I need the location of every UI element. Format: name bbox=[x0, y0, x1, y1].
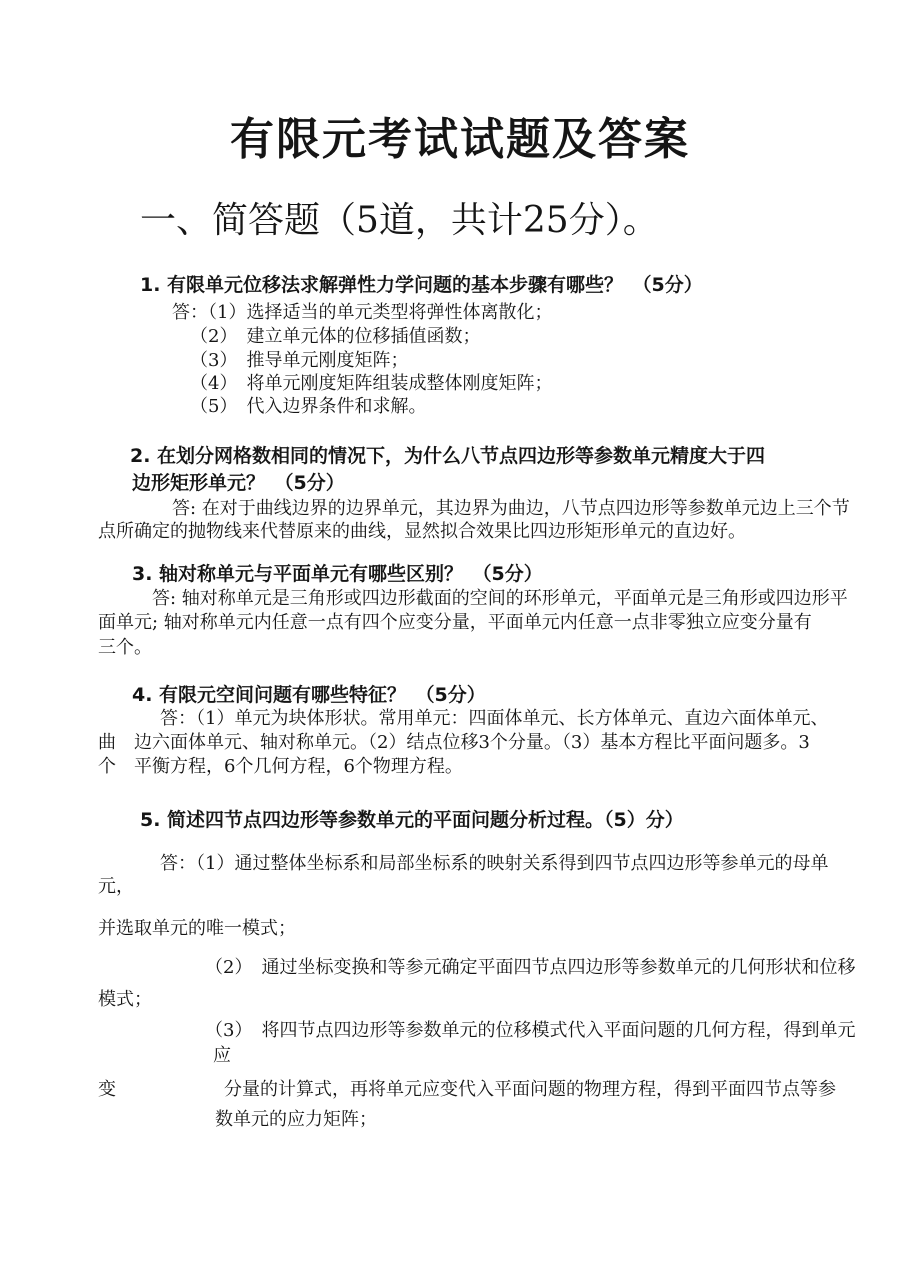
answer-line: 模式； bbox=[98, 989, 152, 1010]
answer-line: （3） 推导单元刚度矩阵； bbox=[190, 350, 409, 371]
answer-line: 点所确定的抛物线来代替原来的曲线，显然拟合效果比四边形矩形单元的直边好。 bbox=[98, 521, 746, 542]
document-title: 有限元考试试题及答案 bbox=[230, 114, 690, 165]
question-5-heading: 5. 简述四节点四边形等参数单元的平面问题分析过程。（5）分） bbox=[140, 809, 684, 831]
question-2-heading-line2: 边形矩形单元？ （5分） bbox=[132, 472, 345, 494]
answer-line: 面单元; 轴对称单元内任意一点有四个应变分量，平面单元内任意一点非零独立应变分量有 bbox=[98, 612, 812, 633]
answer-line: 三个。 bbox=[98, 637, 152, 658]
answer-line: 数单元的应力矩阵； bbox=[215, 1109, 377, 1130]
answer-line: 曲 边六面体单元、轴对称单元。（2）结点位移3个分量。（3）基本方程比平面问题多。3 bbox=[98, 732, 810, 753]
answer-line: 元， bbox=[98, 876, 134, 897]
question-3-heading: 3. 轴对称单元与平面单元有哪些区别？ （5分） bbox=[132, 563, 543, 585]
answer-line: 变 分量的计算式，再将单元应变代入平面问题的物理方程，得到平面四节点等参 bbox=[98, 1079, 836, 1100]
section-heading: 一、简答题（5道，共计25分）。 bbox=[140, 200, 659, 241]
question-2-heading: 2. 在划分网格数相同的情况下，为什么八节点四边形等参数单元精度大于四 bbox=[130, 445, 766, 467]
question-4-heading: 4. 有限元空间问题有哪些特征？ （5分） bbox=[132, 684, 486, 706]
answer-line: 个 平衡方程，6个几何方程，6个物理方程。 bbox=[98, 756, 463, 777]
answer-line: 答：（1）通过整体坐标系和局部坐标系的映射关系得到四节点四边形等参单元的母单 bbox=[160, 853, 829, 874]
answer-line: 答：（1）单元为块体形状。常用单元：四面体单元、长方体单元、直边六面体单元、 bbox=[160, 708, 829, 729]
answer-line: （3） 将四节点四边形等参数单元的位移模式代入平面问题的几何方程，得到单元 bbox=[205, 1020, 856, 1041]
question-1-heading: 1. 有限单元位移法求解弹性力学问题的基本步骤有哪些？ （5分） bbox=[140, 274, 703, 296]
answer-line: 答: 轴对称单元是三角形或四边形截面的空间的环形单元，平面单元是三角形或四边形平 bbox=[152, 588, 848, 609]
answer-line: （2） 建立单元体的位移插值函数； bbox=[190, 326, 481, 347]
answer-line: 答: 在对于曲线边界的边界单元，其边界为曲边，八节点四边形等参数单元边上三个节 bbox=[172, 498, 850, 519]
answer-line: （2） 通过坐标变换和等参元确定平面四节点四边形等参数单元的几何形状和位移 bbox=[205, 957, 856, 978]
answer-line: （5） 代入边界条件和求解。 bbox=[190, 396, 427, 417]
answer-line: 并选取单元的唯一模式； bbox=[98, 918, 296, 939]
answer-line: 应 bbox=[213, 1045, 231, 1066]
answer-line: （4） 将单元刚度矩阵组装成整体刚度矩阵； bbox=[190, 373, 553, 394]
answer-line: 答：（1）选择适当的单元类型将弹性体离散化； bbox=[172, 302, 553, 323]
